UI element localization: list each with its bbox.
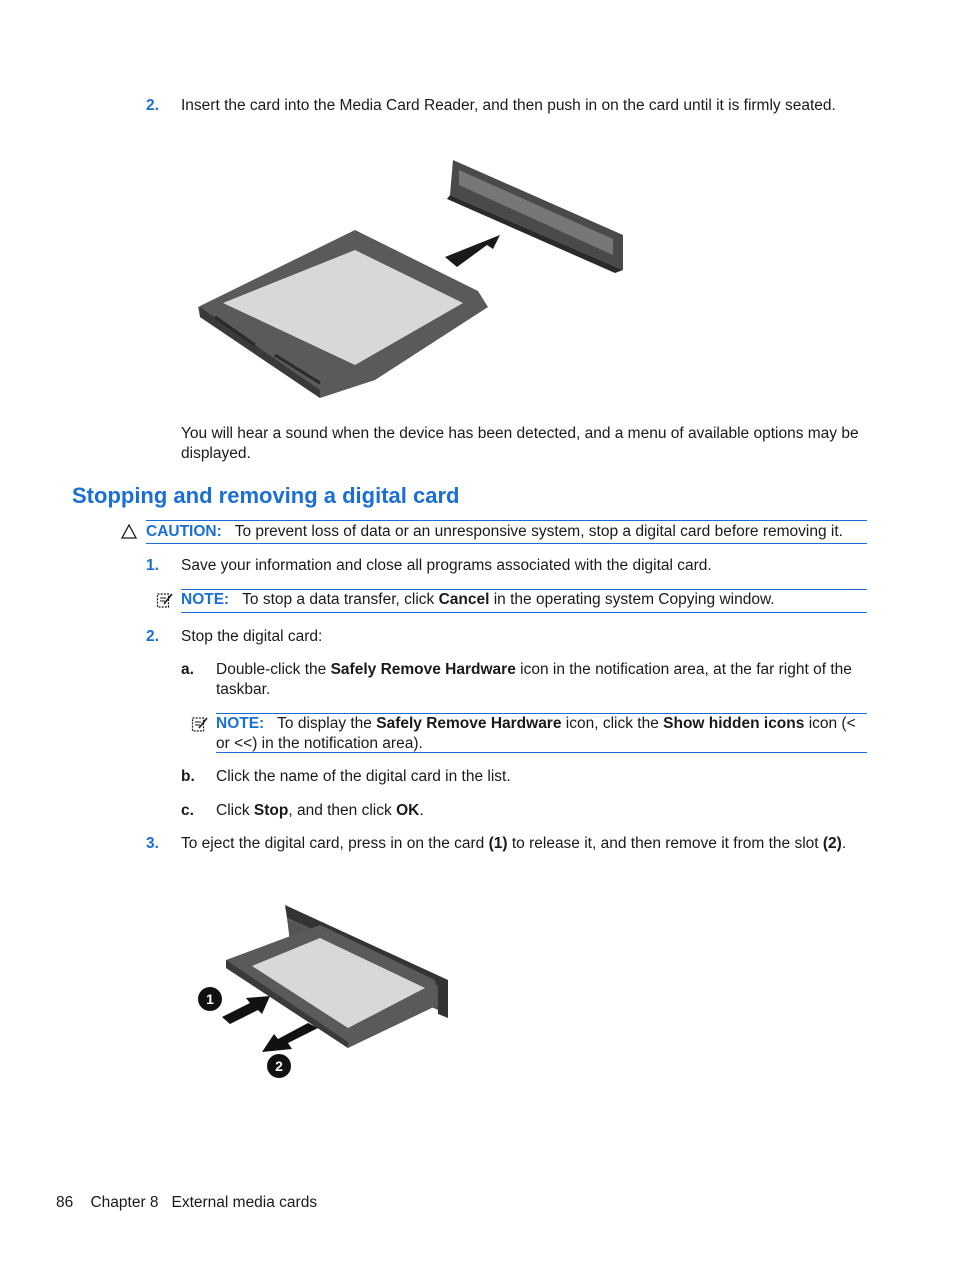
page-number: 86 — [56, 1194, 74, 1211]
insert-arrow — [445, 235, 500, 267]
step-text: Stop the digital card: — [181, 628, 323, 645]
push-in-arrow — [222, 996, 270, 1024]
remove-arrow — [262, 1023, 318, 1052]
heading-rule — [146, 520, 867, 521]
safely-remove-term: Safely Remove Hardware — [376, 715, 562, 732]
substep-text: Click the name of the digital card in the list. — [216, 768, 511, 785]
note-icon — [156, 591, 174, 609]
caution-rule — [146, 543, 867, 544]
caution-label: CAUTION: — [146, 523, 222, 540]
caution-text-line — [146, 522, 871, 542]
caution-text: To prevent loss of data or an unresponsive system, stop a digital card before removing it. — [234, 523, 843, 540]
substep-text-after: . — [419, 802, 424, 819]
substep-text — [216, 801, 872, 821]
callout-1-label: 1 — [206, 991, 214, 1007]
note-text-block — [216, 714, 871, 753]
note-text-before: To display the — [277, 715, 372, 732]
substep-letter: c. — [181, 802, 194, 819]
step-text-mid: to release it, and then remove it from the slot — [511, 835, 819, 852]
substep-text-before: Double-click the — [216, 661, 327, 678]
step-number: 3. — [146, 835, 159, 852]
step-text: Insert the card into the Media Card Reader, and then push in on the card until it is firmly seated. — [181, 97, 836, 114]
note-text-mid: icon, click the — [565, 715, 659, 732]
card-eject-illustration — [190, 900, 460, 1085]
callout-ref: (1) — [488, 835, 508, 852]
page-footer — [56, 1193, 317, 1213]
note-text-line — [181, 590, 871, 610]
step-number: 2. — [146, 97, 159, 114]
caution-icon — [121, 524, 137, 539]
ok-term: OK — [396, 802, 420, 819]
safely-remove-term: Safely Remove Hardware — [330, 661, 516, 678]
chapter-title: External media cards — [171, 1194, 318, 1211]
show-hidden-icons-term: Show hidden icons — [663, 715, 805, 732]
note-bottom-rule — [216, 752, 867, 753]
card-insert-illustration — [195, 155, 630, 405]
chapter-label: Chapter 8 — [90, 1194, 159, 1211]
detect-paragraph: You will hear a sound when the device has been detected, and a menu of available options may be displayed. — [181, 425, 859, 462]
substep-text-mid: , and then click — [288, 802, 392, 819]
substep-letter: b. — [181, 768, 195, 785]
step-text-before: To eject the digital card, press in on the card — [181, 835, 485, 852]
cancel-term: Cancel — [438, 591, 490, 608]
section-heading: Stopping and removing a digital card — [72, 483, 460, 508]
note-text-before: To stop a data transfer, click — [242, 591, 435, 608]
note-bottom-rule — [181, 612, 867, 613]
step-text — [181, 834, 871, 854]
step-text-after: . — [841, 835, 847, 852]
stop-term: Stop — [253, 802, 289, 819]
step-number: 1. — [146, 557, 159, 574]
note-label: NOTE: — [216, 715, 265, 732]
substep-letter: a. — [181, 661, 194, 678]
callout-2-label: 2 — [275, 1058, 283, 1074]
note-text-after: in the operating system Copying window. — [493, 591, 775, 608]
callout-ref: (2) — [822, 835, 842, 852]
step-text: Save your information and close all programs associated with the digital card. — [181, 557, 712, 574]
substep-text — [216, 660, 872, 699]
substep-text-after: icon in the notification area, at the far right of the taskbar. — [216, 661, 852, 698]
note-text-after: icon (< or <<) in the notification area). — [216, 715, 856, 752]
step-number: 2. — [146, 628, 159, 645]
note-label: NOTE: — [181, 591, 230, 608]
substep-text-before: Click — [216, 802, 250, 819]
note-icon — [191, 715, 209, 733]
